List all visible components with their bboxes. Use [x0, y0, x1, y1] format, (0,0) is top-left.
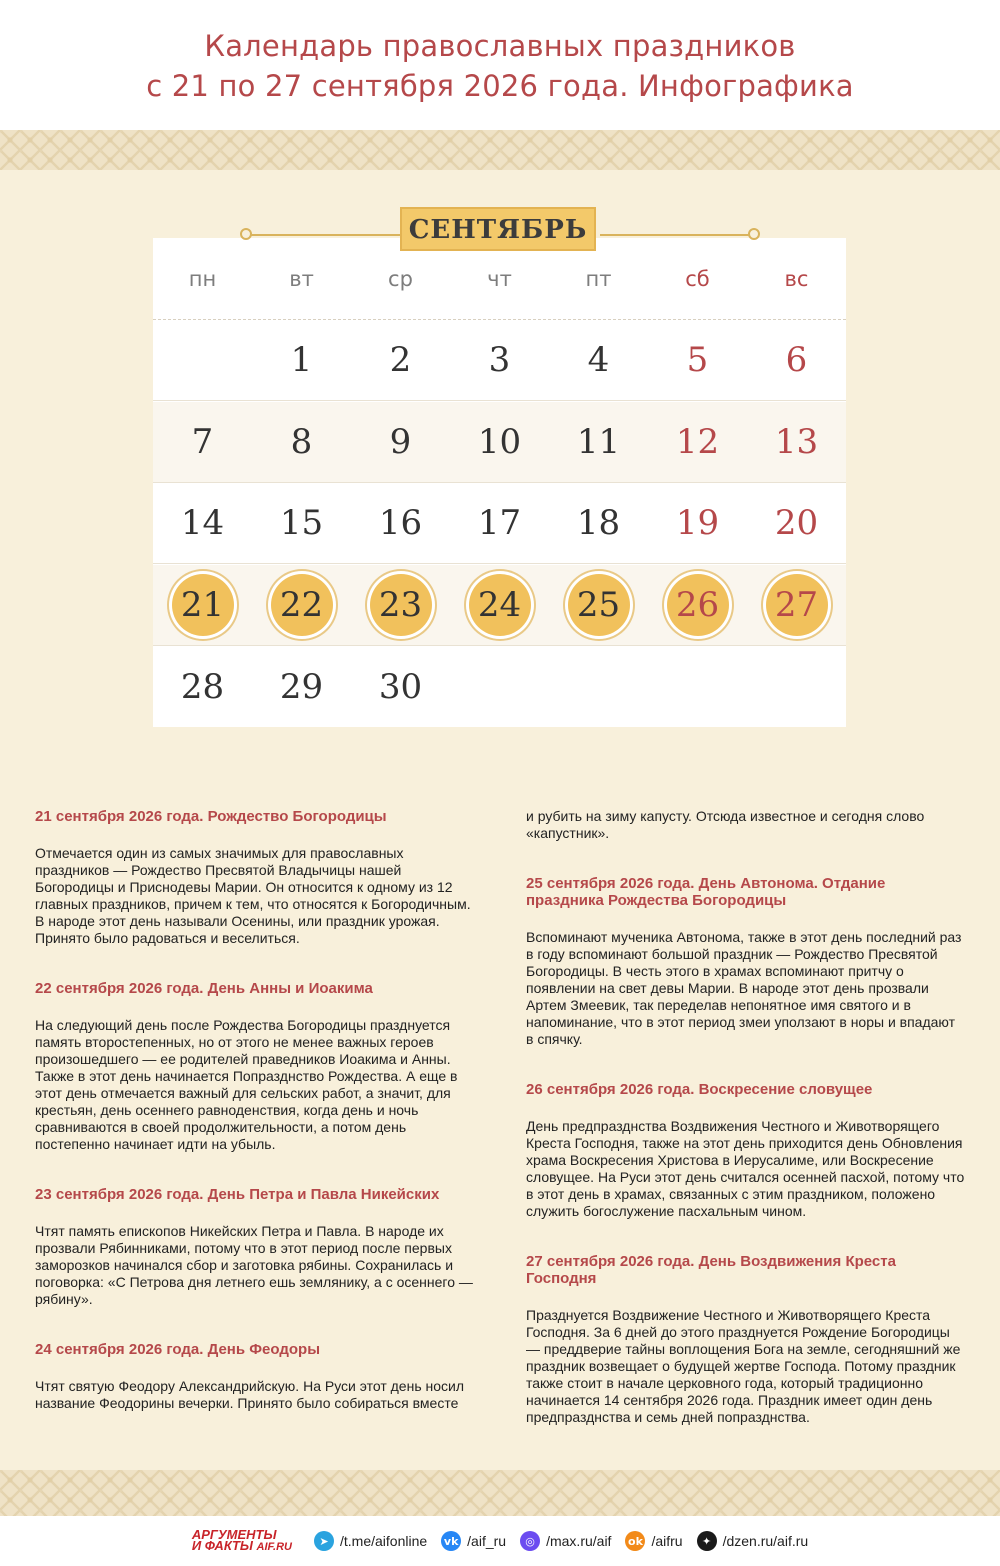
holiday-text: Чтят память епископов Никейских Петра и Павла. В народе их прозвали Рябинниками, потому что в этот период после первых заморозков начинался сбор и заготовка рябины. Сохранилась и поговорка: «С Петрова дня летнего ешь землянику, а с осеннего — рябину». [35, 1223, 473, 1307]
header [0, 0, 1000, 130]
calendar-day-cell [252, 646, 351, 727]
calendar-day-cell [153, 565, 252, 645]
logo-line-1: АРГУМЕНТЫ [191, 1527, 277, 1542]
weekday-label: чт [487, 266, 512, 291]
calendar-day-cell [351, 483, 450, 563]
social-link[interactable] [314, 1531, 427, 1551]
holiday-article [526, 1081, 966, 1220]
ornament-line-right [600, 234, 750, 236]
aif-logo[interactable] [192, 1529, 292, 1553]
calendar-day: 6 [785, 340, 808, 380]
social-link-text: /dzen.ru/aif.ru [722, 1533, 809, 1549]
calendar-day: 5 [686, 340, 709, 380]
article-continuation [526, 808, 966, 842]
calendar-day-cell [351, 646, 450, 727]
calendar-day: 28 [180, 666, 225, 707]
ornament-band-top [0, 130, 1000, 170]
month-label: СЕНТЯБРЬ [408, 215, 588, 245]
calendar-day-cell [549, 565, 648, 645]
holiday-title: 27 сентября 2026 года. День Воздвижения Креста Господня [526, 1253, 896, 1287]
max-icon: ◎ [520, 1531, 540, 1551]
calendar-day-cell [747, 483, 846, 563]
calendar-day-cell [450, 565, 549, 645]
articles-left-column [35, 808, 480, 1445]
calendar-day: 2 [389, 340, 412, 380]
calendar-day-cell [153, 483, 252, 563]
calendar-day: 30 [378, 666, 423, 707]
holiday-article [35, 980, 480, 1153]
calendar-day-cell [549, 320, 648, 400]
calendar-day-cell [648, 646, 747, 727]
calendar-day-cell [351, 565, 450, 645]
calendar-day-cell [648, 402, 747, 482]
calendar-day-cell [252, 320, 351, 400]
highlighted-day: 22 [271, 574, 333, 636]
social-link[interactable] [441, 1531, 506, 1551]
highlighted-day: 27 [766, 574, 828, 636]
weekday-label: ср [388, 266, 413, 291]
calendar-day-cell [549, 646, 648, 727]
calendar-week-row [153, 646, 846, 727]
calendar-day-cell [747, 646, 846, 727]
calendar-day: 10 [477, 421, 522, 462]
weekday-label: вт [289, 266, 314, 291]
calendar-day-cell [747, 402, 846, 482]
ornament-curl-right-icon [748, 228, 760, 240]
social-link-text: /t.me/aifonline [340, 1533, 428, 1549]
page-title [0, 0, 1000, 106]
calendar-day: 15 [279, 503, 324, 543]
social-link-text: /max.ru/aif [546, 1533, 612, 1549]
calendar-day: 13 [774, 421, 819, 462]
holiday-article [35, 1186, 480, 1308]
holiday-text: Вспоминают мученика Автонома, также в этот день последний раз в году вспоминают большой праздник — Рождество Пресвятой Богородицы. В честь этого в храмах вспоминают притчу о появлении на свет девы Марии. В народе этот день прозвали Артем Змеевик, так переделав непонятное имя святого и в напоминание, что в этот период змеи уползают в норы и впадают в спячку. [526, 929, 962, 1047]
social-links [314, 1531, 808, 1551]
calendar-grid [153, 238, 846, 727]
ornament-line-left [250, 234, 400, 236]
calendar-day-cell [153, 320, 252, 400]
calendar-day-cell [450, 320, 549, 400]
holiday-article [35, 1341, 480, 1412]
holiday-article [526, 1253, 966, 1426]
holiday-text: На следующий день после Рождества Богородицы празднуется память второстепенных, но от этого не менее важных героев произошедшего — ее родителей праведников Иоакима и Анны. Также в этот день начинается Попразднство Рождества. А еще в этот день отмечается важный для сельских работ, а значит, для крестьян, день осеннего равноденствия, когда день и ночь сравниваются в своей продолжительности, а потом день постепенно начинает идти на убыль. [35, 1017, 458, 1152]
month-ribbon [240, 207, 760, 251]
calendar-day-cell [153, 402, 252, 482]
vk-icon: vk [441, 1531, 461, 1551]
calendar-week-row [153, 565, 846, 646]
holiday-title: 22 сентября 2026 года. День Анны и Иоакима [35, 980, 373, 997]
dzen-icon: ✦ [697, 1531, 717, 1551]
holiday-text: Отмечается один из самых значимых для православных праздников — Рождество Пресвятой Владычицы нашей Богородицы и Приснодевы Марии. Он относится к одному из 12 главных праздников, причем к тем, что относятся к Богородичным. В народе этот день называли Осенины, или праздник урожая. Принято было радоваться и веселиться. [35, 845, 471, 946]
calendar-day: 4 [587, 340, 610, 380]
holiday-title: 25 сентября 2026 года. День Автонома. Отдание праздника Рождества Богородицы [526, 875, 886, 909]
calendar-day-cell [648, 483, 747, 563]
month-label-box [400, 207, 596, 251]
articles-right-column [526, 808, 966, 1459]
calendar-day: 18 [576, 503, 621, 543]
weekday-label: пн [188, 266, 217, 291]
article-continuation-text: и рубить на зиму капусту. Отсюда известное и сегодня слово «капустник». [526, 808, 925, 841]
calendar-day: 9 [389, 421, 412, 462]
calendar-day-cell [648, 565, 747, 645]
social-link[interactable] [520, 1531, 611, 1551]
calendar-day: 12 [675, 421, 720, 462]
holiday-title: 26 сентября 2026 года. Воскресение словущее [526, 1081, 873, 1098]
highlighted-day: 26 [667, 574, 729, 636]
calendar-day-cell [648, 320, 747, 400]
logo-line-2: И ФАКТЫ [191, 1538, 253, 1553]
calendar-day: 16 [378, 503, 423, 543]
calendar-day: 29 [279, 666, 324, 707]
weekday-label: сб [685, 266, 710, 291]
highlighted-day: 21 [172, 574, 234, 636]
calendar-day-cell [351, 402, 450, 482]
calendar-day-cell [450, 483, 549, 563]
calendar-day-cell [549, 483, 648, 563]
calendar-day: 17 [477, 503, 522, 543]
social-link-text: /aif_ru [467, 1533, 507, 1549]
highlighted-day: 25 [568, 574, 630, 636]
weekday-label: вс [784, 266, 809, 291]
holiday-title: 21 сентября 2026 года. Рождество Богородицы [35, 808, 387, 825]
weekday-label: пт [585, 266, 612, 291]
social-link[interactable] [697, 1531, 809, 1551]
ornament-band-bottom [0, 1470, 1000, 1516]
holiday-article [526, 875, 966, 1048]
calendar-week-row [153, 483, 846, 564]
calendar-day-cell [747, 320, 846, 400]
holiday-title: 24 сентября 2026 года. День Феодоры [35, 1341, 321, 1358]
title-line-1: Календарь православных праздников [204, 29, 796, 63]
calendar-day-cell [252, 565, 351, 645]
calendar-day: 19 [675, 503, 720, 543]
weekday-cell [747, 238, 846, 319]
social-link-text: /aifru [651, 1533, 683, 1549]
calendar-day-cell [153, 646, 252, 727]
calendar-day-cell [450, 402, 549, 482]
calendar-day-cell [252, 402, 351, 482]
weekday-cell [153, 238, 252, 319]
calendar-day: 3 [488, 340, 511, 380]
calendar-day-cell [450, 646, 549, 727]
highlighted-day: 24 [469, 574, 531, 636]
calendar-day: 20 [774, 503, 819, 543]
calendar-day-cell [747, 565, 846, 645]
calendar-week-row [153, 402, 846, 483]
calendar-day-cell [252, 483, 351, 563]
telegram-icon: ➤ [314, 1531, 334, 1551]
holiday-article [35, 808, 480, 947]
calendar-week-row [153, 320, 846, 401]
holiday-title: 23 сентября 2026 года. День Петра и Павла Никейских [35, 1186, 440, 1203]
title-line-2: с 21 по 27 сентября 2026 года. Инфографика [146, 69, 854, 103]
social-link[interactable] [625, 1531, 682, 1551]
holiday-text: Чтят святую Феодору Александрийскую. На Руси этот день носил название Феодорины вечерки. Принято было собираться вместе [35, 1378, 465, 1411]
odnoklassniki-icon: ok [625, 1531, 645, 1551]
calendar-day: 7 [191, 421, 214, 462]
holiday-text: Празднуется Воздвижение Честного и Животворящего Креста Господня. За 6 дней до этого празднуется Рождение Богородицы — преддверие тайны воплощения Бога на земле, сегодняшний же праздник возвещает о будущей жертве Господа. Потому праздник также стоит в начале церковного года, который традиционно начинается 14 сентября 2026 года. Праздник имеет один день предпразднства и семь дней попразднства. [526, 1307, 961, 1425]
logo-site: AIF.RU [256, 1541, 292, 1553]
calendar-day: 8 [290, 421, 313, 462]
footer [0, 1516, 1000, 1566]
calendar-day-cell [549, 402, 648, 482]
holiday-text: День предпразднства Воздвижения Честного и Животворящего Креста Господня, также на этот день приходится день Обновления храма Воскресения Христова в Иерусалиме, или Воскресение словущее. На Руси этот день считался осенней пасхой, потому что в этот день в храмах, связанных с этим праздником, положено служить богослужение пасхальным чином. [526, 1118, 965, 1219]
calendar-day-cell [351, 320, 450, 400]
calendar-day: 14 [180, 503, 225, 543]
highlighted-day: 23 [370, 574, 432, 636]
calendar-day: 1 [290, 340, 313, 380]
calendar-day: 11 [576, 421, 621, 462]
